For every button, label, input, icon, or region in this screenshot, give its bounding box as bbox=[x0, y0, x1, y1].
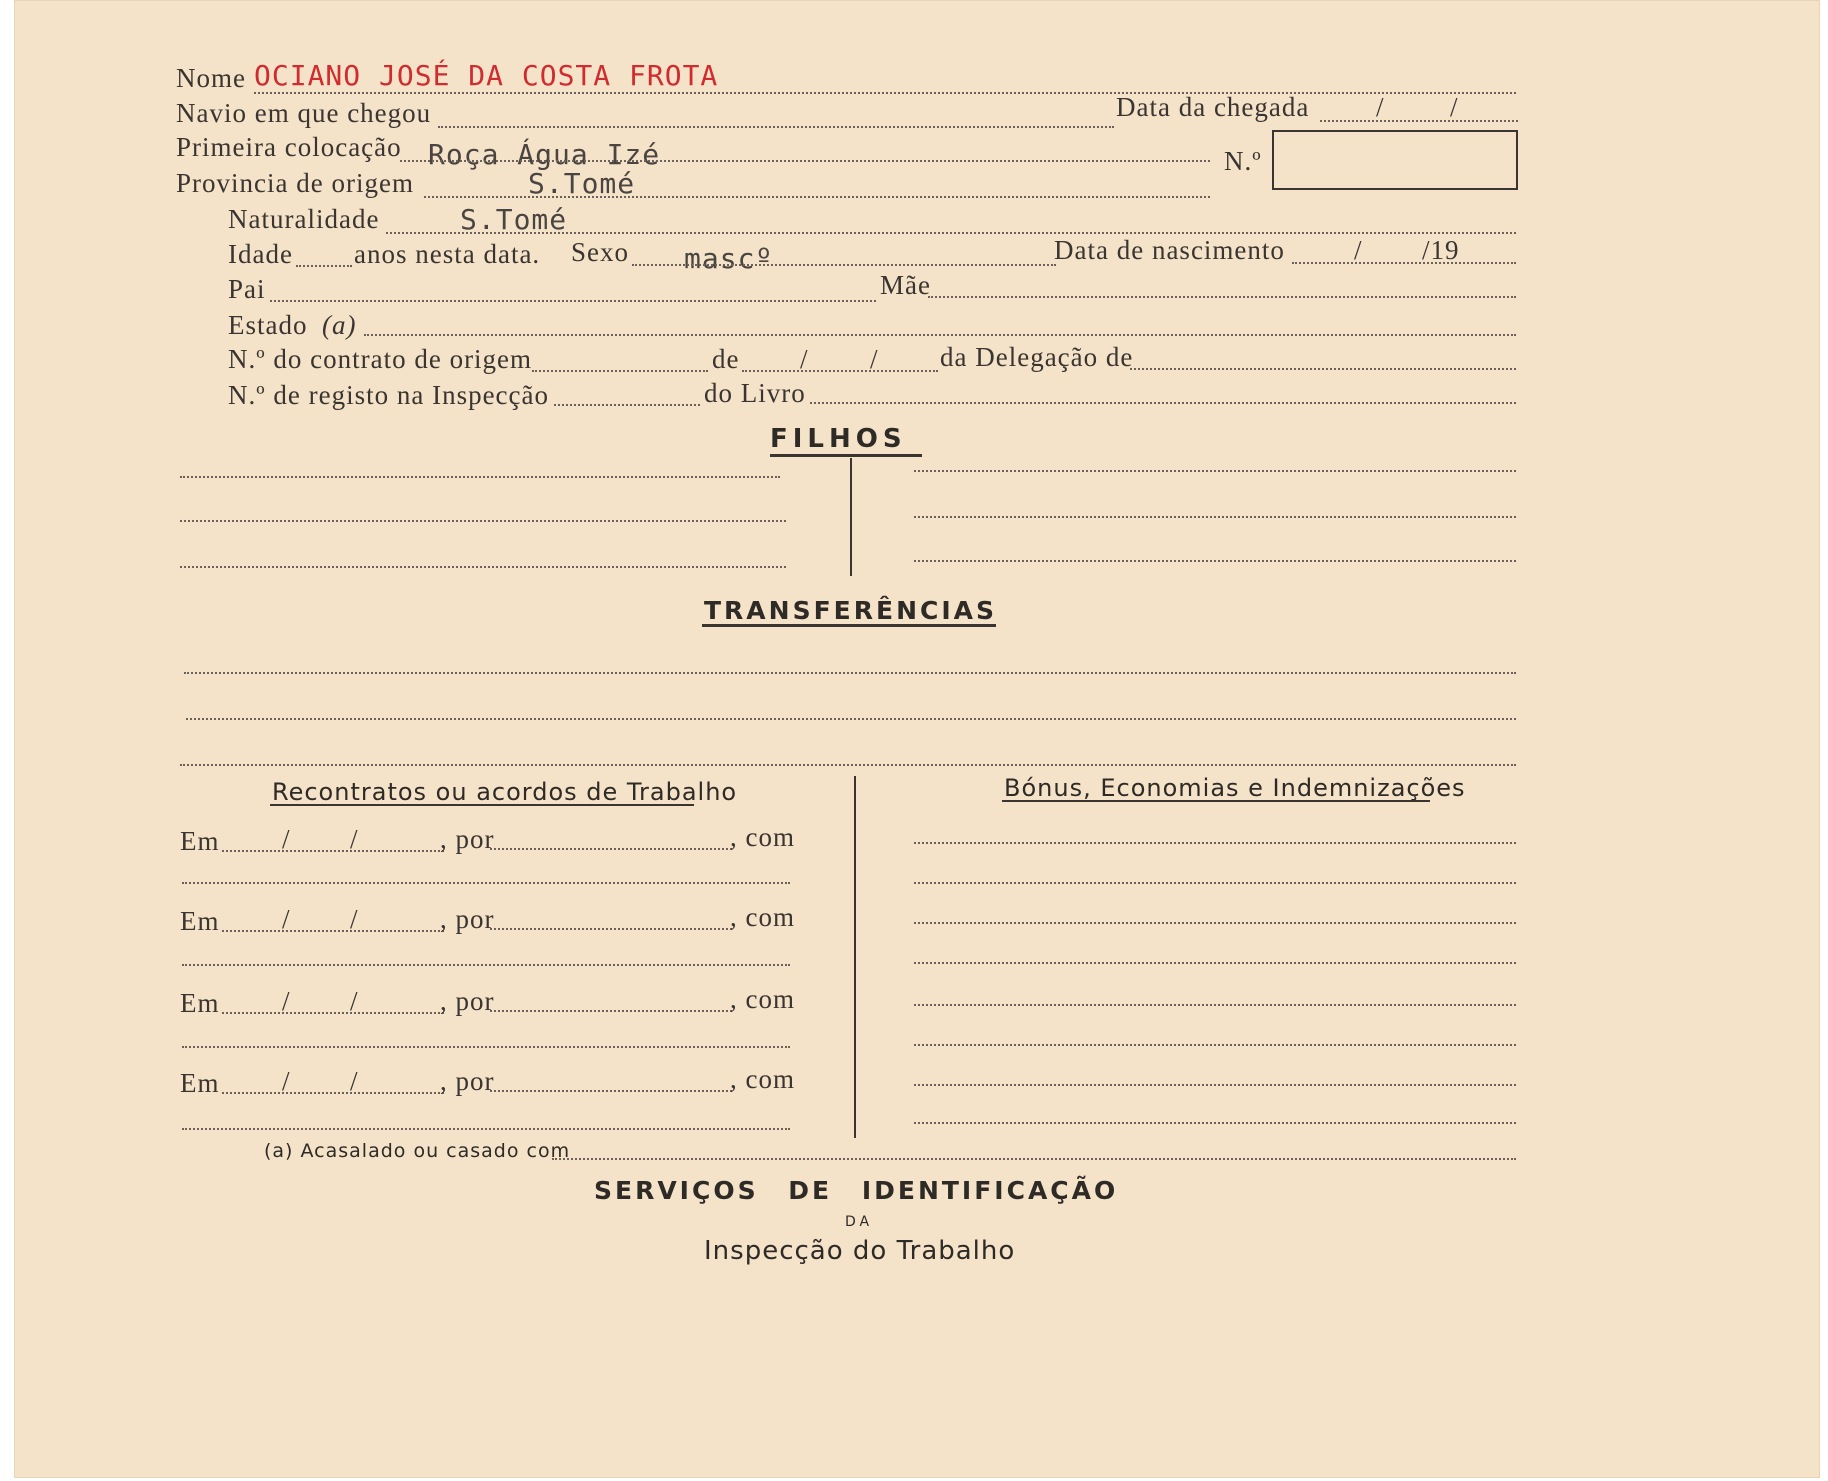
anos-label: anos nesta data. bbox=[354, 239, 541, 269]
numero-label: N.º bbox=[1224, 146, 1262, 176]
sexo-label: Sexo bbox=[571, 237, 629, 267]
bonus-line bbox=[914, 842, 1516, 844]
livro-line bbox=[810, 402, 1516, 404]
registo-label: N.º de registo na Inspecção bbox=[228, 380, 550, 410]
em-date-line bbox=[222, 850, 444, 852]
transferencias-underline bbox=[702, 624, 996, 627]
em-slash-2: / bbox=[350, 824, 359, 854]
em-label: Em bbox=[180, 1068, 220, 1098]
bonus-line bbox=[914, 922, 1516, 924]
bonus-line bbox=[914, 1004, 1516, 1006]
estado-line bbox=[364, 334, 1516, 336]
bonus-line bbox=[914, 1084, 1516, 1086]
por-label: , por bbox=[440, 1066, 495, 1096]
por-line bbox=[490, 1010, 732, 1012]
filhos-underline bbox=[770, 454, 922, 457]
por-label: , por bbox=[440, 824, 495, 854]
em-date-line bbox=[222, 1092, 444, 1094]
data-chegada-slash-2: / bbox=[1450, 92, 1459, 122]
transferencias-heading: TRANSFERÊNCIAS bbox=[704, 596, 997, 625]
pai-line bbox=[270, 300, 876, 302]
data-chegada-label: Data da chegada bbox=[1116, 92, 1310, 122]
em-slash-2: / bbox=[350, 1066, 359, 1096]
recontrato-extra-line bbox=[182, 1128, 790, 1130]
com-label: , com bbox=[730, 1064, 795, 1094]
com-label: , com bbox=[730, 984, 795, 1014]
provincia-value: S.Tomé bbox=[528, 167, 636, 200]
delegacao-label: da Delegação de bbox=[940, 342, 1134, 372]
recontrato-extra-line bbox=[182, 964, 790, 966]
nome-value: OCIANO JOSÉ DA COSTA FROTA bbox=[254, 59, 719, 92]
naturalidade-value: S.Tomé bbox=[460, 203, 568, 236]
naturalidade-line bbox=[386, 232, 1516, 234]
por-label: , por bbox=[440, 986, 495, 1016]
contrato-line bbox=[532, 370, 708, 372]
recontratos-heading: Recontratos ou acordos de Trabalho bbox=[272, 778, 738, 806]
idade-label: Idade bbox=[228, 239, 293, 269]
primeira-colocacao-label: Primeira colocação bbox=[176, 132, 402, 162]
bonus-line bbox=[914, 1044, 1516, 1046]
filhos-divider bbox=[850, 458, 852, 576]
de-label: de bbox=[712, 344, 740, 374]
footer-line-1: SERVIÇOS DE IDENTIFICAÇÃO bbox=[594, 1176, 1119, 1205]
data-nascimento-ano: /19 bbox=[1422, 235, 1460, 265]
navio-line bbox=[438, 126, 1114, 128]
nome-line bbox=[254, 92, 1516, 94]
filhos-line-l3 bbox=[180, 566, 786, 568]
numero-box bbox=[1272, 130, 1518, 190]
recontrato-extra-line bbox=[182, 882, 790, 884]
contrato-label: N.º do contrato de origem bbox=[228, 344, 533, 374]
provincia-line bbox=[424, 196, 1210, 198]
bonus-underline bbox=[1002, 800, 1430, 802]
mae-line bbox=[928, 296, 1516, 298]
transferencias-line-1 bbox=[184, 672, 1516, 674]
contrato-slash-1: / bbox=[800, 344, 809, 374]
por-line bbox=[490, 848, 732, 850]
em-label: Em bbox=[180, 988, 220, 1018]
footer-line-2: DA bbox=[845, 1214, 874, 1230]
footnote: (a) Acasalado ou casado com bbox=[264, 1140, 571, 1162]
em-slash-2: / bbox=[350, 986, 359, 1016]
provincia-label: Provincia de origem bbox=[176, 168, 414, 198]
em-slash-1: / bbox=[282, 824, 291, 854]
estado-note: (a) bbox=[322, 310, 357, 340]
data-nascimento-line bbox=[1292, 262, 1516, 264]
por-label: , por bbox=[440, 904, 495, 934]
em-date-line bbox=[222, 1012, 444, 1014]
recontrato-extra-line bbox=[182, 1046, 790, 1048]
nome-label: Nome bbox=[176, 63, 246, 93]
registo-line bbox=[554, 404, 700, 406]
estado-label: Estado bbox=[228, 310, 308, 340]
naturalidade-label: Naturalidade bbox=[228, 204, 380, 234]
bonus-heading: Bónus, Economias e Indemnizações bbox=[1004, 774, 1466, 802]
bonus-line bbox=[914, 1122, 1516, 1124]
em-label: Em bbox=[180, 826, 220, 856]
transferencias-line-3 bbox=[180, 764, 1516, 766]
sexo-value: mascº bbox=[684, 242, 774, 275]
data-chegada-slash-1: / bbox=[1376, 92, 1385, 122]
contrato-date-line bbox=[742, 370, 938, 372]
primeira-colocacao-value: Roça Água Izé bbox=[428, 138, 661, 171]
contrato-slash-2: / bbox=[870, 344, 879, 374]
filhos-line-r3 bbox=[914, 560, 1516, 562]
mae-label: Mãe bbox=[880, 270, 931, 300]
em-slash-1: / bbox=[282, 1066, 291, 1096]
bonus-line bbox=[914, 882, 1516, 884]
delegacao-line bbox=[1130, 368, 1516, 370]
data-nascimento-label: Data de nascimento bbox=[1054, 235, 1285, 265]
primeira-colocacao-line bbox=[400, 160, 1210, 162]
filhos-heading: FILHOS bbox=[770, 424, 907, 454]
filhos-line-r2 bbox=[914, 516, 1516, 518]
footer-line-3: Inspecção do Trabalho bbox=[704, 1236, 1016, 1266]
transferencias-line-2 bbox=[186, 718, 1516, 720]
record-card bbox=[14, 0, 1820, 1478]
em-date-line bbox=[222, 930, 444, 932]
center-divider bbox=[854, 776, 856, 1138]
pai-label: Pai bbox=[228, 274, 266, 304]
sexo-line bbox=[632, 264, 1056, 266]
em-slash-2: / bbox=[350, 904, 359, 934]
filhos-line-l2 bbox=[180, 520, 786, 522]
em-label: Em bbox=[180, 906, 220, 936]
idade-line bbox=[296, 265, 352, 267]
filhos-line-l1 bbox=[180, 476, 780, 478]
footnote-line bbox=[552, 1158, 1516, 1160]
data-chegada-line bbox=[1320, 120, 1518, 122]
em-slash-1: / bbox=[282, 986, 291, 1016]
por-line bbox=[490, 928, 732, 930]
navio-label: Navio em que chegou bbox=[176, 98, 432, 128]
recontratos-underline bbox=[270, 804, 694, 806]
filhos-line-r1 bbox=[914, 470, 1516, 472]
com-label: , com bbox=[730, 822, 795, 852]
data-nascimento-slash: / bbox=[1354, 235, 1363, 265]
por-line bbox=[490, 1090, 732, 1092]
livro-label: do Livro bbox=[704, 378, 806, 408]
com-label: , com bbox=[730, 902, 795, 932]
bonus-line bbox=[914, 962, 1516, 964]
em-slash-1: / bbox=[282, 904, 291, 934]
